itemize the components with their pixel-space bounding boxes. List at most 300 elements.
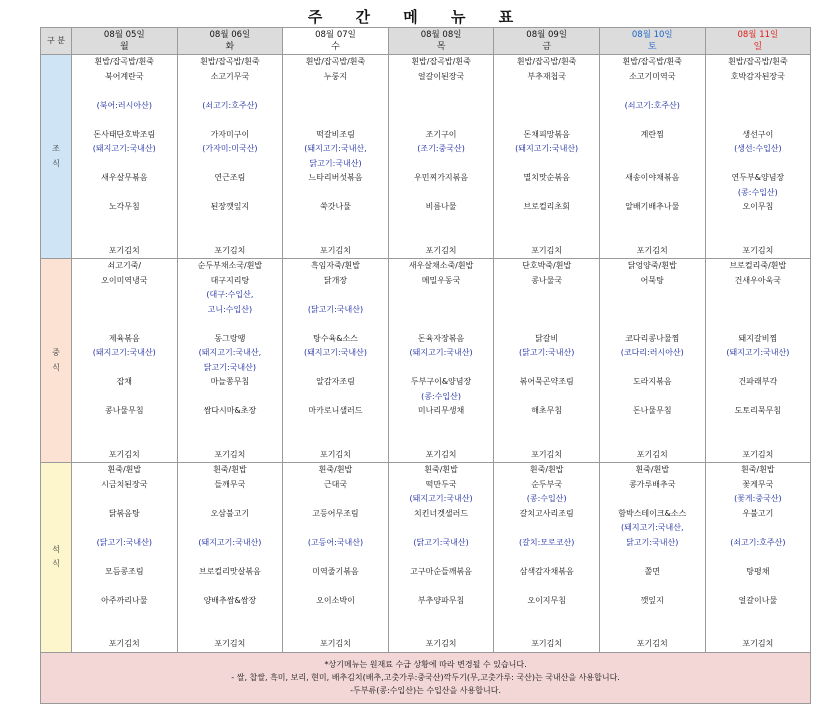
menu-cell <box>388 259 494 463</box>
menu-item: 돼지갈비찜 <box>738 333 778 343</box>
menu-item: (돼지고기:국내산, <box>304 144 367 153</box>
menu-item <box>178 579 283 594</box>
menu-item <box>600 390 705 405</box>
menu-item <box>706 215 811 230</box>
menu-item <box>706 317 811 332</box>
menu-item <box>706 579 811 594</box>
menu-item: 노각무침 <box>108 202 140 211</box>
menu-cell <box>599 55 705 259</box>
menu-item <box>600 186 705 201</box>
header-row <box>41 28 811 55</box>
menu-item: 된장깻잎지 <box>210 202 250 211</box>
menu-item: 포기김치 <box>425 639 457 648</box>
menu-item: (돼지고기:국내산) <box>515 144 579 153</box>
menu-item: 꽃게무국 <box>742 479 774 489</box>
menu-item <box>706 433 811 448</box>
menu-item: 흑임자죽/흰밥 <box>310 261 361 270</box>
menu-item: 단호박죽/흰밥 <box>522 261 572 270</box>
menu-item <box>72 317 177 332</box>
menu-item <box>494 99 599 114</box>
menu-item: 닭개장 <box>323 275 348 285</box>
menu-item: 어묵탕 <box>640 275 664 285</box>
menu-item <box>494 84 599 99</box>
menu-item <box>283 317 388 332</box>
menu-item <box>178 186 283 201</box>
menu-item <box>72 608 177 623</box>
menu-item: 근대국 <box>323 479 348 489</box>
menu-item <box>494 608 599 623</box>
menu-item: 흰죽/흰밥 <box>424 465 458 474</box>
menu-cell <box>494 259 600 463</box>
meal-row <box>41 463 811 653</box>
menu-item: 닭고기:국내산) <box>203 362 256 372</box>
menu-item <box>389 113 494 128</box>
gubun-header: 구 분 <box>41 28 72 55</box>
menu-item: (쇠고기:호주산) <box>730 537 786 547</box>
menu-item: 동그랑땡 <box>214 333 246 343</box>
menu-item <box>389 229 494 244</box>
menu-item: 포기김치 <box>320 449 351 459</box>
menu-item <box>178 84 283 99</box>
menu-item: 오삼불고기 <box>210 508 250 518</box>
meal-label <box>41 259 72 463</box>
menu-item <box>600 288 705 303</box>
menu-item: (콩:수입산) <box>526 494 567 503</box>
menu-item <box>72 186 177 201</box>
menu-item: (닭고기:국내산) <box>519 348 575 357</box>
menu-item <box>72 303 177 318</box>
day-header <box>494 28 600 55</box>
menu-item <box>389 157 494 172</box>
menu-item: 삼색감자채볶음 <box>519 566 574 576</box>
menu-item: 시금치된장국 <box>101 479 148 489</box>
menu-item: 얼갈이나물 <box>738 595 778 605</box>
menu-item <box>706 390 811 405</box>
menu-item <box>72 579 177 594</box>
menu-item: 우불고기 <box>742 508 774 518</box>
menu-item: 포기김치 <box>636 639 668 648</box>
menu-item: 브로컬리죽/흰밥 <box>729 261 787 270</box>
day-date: 08월 11일 <box>737 30 779 40</box>
menu-item <box>600 623 705 638</box>
menu-item: 포기김치 <box>108 639 140 648</box>
menu-item: 생선구이 <box>742 129 774 139</box>
menu-item <box>389 303 494 318</box>
menu-item: 고구마순들깨볶음 <box>410 566 472 576</box>
menu-item: (쇠고기:호주산) <box>624 100 680 110</box>
menu-item: 닭고기:국내산) <box>309 158 362 168</box>
menu-item <box>72 288 177 303</box>
menu-item: 아주까리나물 <box>101 595 148 605</box>
menu-item: 쑥갓나물 <box>320 202 351 211</box>
menu-item: 고니:수입산) <box>207 304 253 314</box>
menu-item <box>706 99 811 114</box>
menu-item: 콩나물국 <box>531 275 563 285</box>
menu-item: 느타리버섯볶음 <box>308 173 363 182</box>
menu-item: 포기김치 <box>214 245 246 255</box>
menu-item: (갈치:모로코산) <box>519 537 575 547</box>
menu-item <box>706 419 811 434</box>
menu-item: (닭고기:국내산) <box>413 537 469 547</box>
day-of-week: 월 <box>119 42 129 52</box>
footer-note: *상기메뉴는 원재료 수급 상황에 따라 변경될 수 있습니다. <box>324 660 527 669</box>
day-header <box>72 28 178 55</box>
menu-item: (콩:수입산) <box>421 391 461 401</box>
menu-item: 소고기무국 <box>210 71 250 81</box>
menu-item: 마늘쫑무침 <box>210 377 250 386</box>
menu-cell <box>494 463 600 653</box>
menu-cell <box>72 55 178 259</box>
page-title: 주 간 메 뉴 표 <box>307 8 528 26</box>
menu-item: 부추재첩국 <box>527 71 566 81</box>
menu-item: 브로컬리맛살볶음 <box>198 566 261 576</box>
menu-item <box>178 229 283 244</box>
menu-item: (돼지고기:국내산) <box>198 537 262 547</box>
menu-cell <box>283 55 389 259</box>
menu-item: 순두부채소국/흰밥 <box>197 261 263 270</box>
meal-row <box>41 259 811 463</box>
menu-item <box>706 113 811 128</box>
day-header <box>599 28 705 55</box>
menu-item: 쌈다시마&초장 <box>203 406 257 415</box>
menu-item: 돈나물무침 <box>632 406 672 415</box>
menu-item <box>178 623 283 638</box>
menu-item: 순두부국 <box>531 479 563 489</box>
menu-cell <box>177 55 283 259</box>
menu-item: 오이지무침 <box>527 595 566 605</box>
menu-item: (닭고기:국내산) <box>96 537 152 547</box>
menu-item <box>178 419 283 434</box>
day-of-week: 일 <box>753 42 763 52</box>
menu-item <box>72 521 177 536</box>
menu-item: 제육볶음 <box>108 333 140 343</box>
menu-item <box>72 623 177 638</box>
menu-item <box>283 433 388 448</box>
menu-item <box>72 419 177 434</box>
menu-item <box>494 317 599 332</box>
menu-item <box>600 215 705 230</box>
menu-item: 포기김치 <box>531 639 563 648</box>
menu-item: 부추양파무침 <box>417 595 465 605</box>
menu-cell <box>705 55 811 259</box>
menu-item: (돼지고기:국내산) <box>726 348 790 357</box>
menu-item: (생선:수입산) <box>734 144 782 153</box>
meal-name: 중 식 <box>52 348 60 372</box>
menu-item: (돼지고기:국내산, <box>621 523 684 532</box>
menu-item: (고등어:국내산) <box>307 537 364 547</box>
meal-name: 조 식 <box>52 144 60 168</box>
menu-item <box>600 142 705 157</box>
menu-item <box>389 433 494 448</box>
menu-item <box>72 390 177 405</box>
day-header <box>705 28 811 55</box>
menu-item: 치킨너겟샐러드 <box>414 508 469 518</box>
weekly-menu-table <box>40 27 811 704</box>
menu-item: 메밀우동국 <box>421 275 461 285</box>
menu-item <box>494 229 599 244</box>
menu-item: 미역줄기볶음 <box>312 566 359 576</box>
menu-item: 연두부&양념장 <box>731 173 785 182</box>
menu-item <box>389 84 494 99</box>
menu-item: 북어계란국 <box>104 71 144 81</box>
menu-item: (돼지고기:국내산) <box>92 348 156 357</box>
menu-item <box>494 113 599 128</box>
menu-item <box>389 317 494 332</box>
menu-item <box>283 550 388 565</box>
menu-item: (돼지고기:국내산, <box>198 348 262 357</box>
menu-item: 흰죽/흰밥 <box>529 465 564 474</box>
menu-item <box>178 113 283 128</box>
menu-item: 마카로니샐러드 <box>308 406 363 415</box>
menu-item: 소고기미역국 <box>629 71 676 81</box>
menu-item: (돼지고기:국내산) <box>92 144 156 153</box>
menu-item: 흰죽/흰밥 <box>213 465 247 474</box>
menu-item <box>283 608 388 623</box>
menu-item: (돼지고기:국내산) <box>409 494 473 503</box>
menu-item <box>494 186 599 201</box>
meal-name: 석 식 <box>52 544 60 569</box>
footer-note: - 쌀, 찹쌀, 흑미, 보리, 현미, 배추김치(배추,고춧가루:중국산)깍두기(무,고춧가루: 국산)는 국내산을 사용합니다. <box>231 673 620 682</box>
menu-item <box>494 521 599 536</box>
menu-item <box>706 623 811 638</box>
menu-item: 흰밥/잡곡밥/흰죽 <box>411 57 471 66</box>
menu-item <box>600 579 705 594</box>
menu-item: 들깨무국 <box>214 479 246 489</box>
menu-item <box>706 361 811 376</box>
menu-item <box>706 521 811 536</box>
menu-item <box>283 390 388 405</box>
menu-item: 코다리콩나물찜 <box>625 333 680 343</box>
menu-item <box>706 157 811 172</box>
menu-item: (조기:중국산) <box>417 144 465 153</box>
menu-item: 포기김치 <box>320 245 351 255</box>
menu-item <box>283 579 388 594</box>
menu-item: 떡만두국 <box>425 479 457 489</box>
menu-item <box>706 288 811 303</box>
menu-item: 포기김치 <box>636 245 668 255</box>
menu-item: 포기김치 <box>742 245 774 255</box>
day-of-week: 화 <box>225 42 235 52</box>
menu-item <box>494 623 599 638</box>
menu-item <box>600 157 705 172</box>
menu-item: 탕수육&소스 <box>313 333 358 343</box>
footer-row <box>41 652 811 703</box>
menu-item: 콩나물무침 <box>104 406 144 415</box>
menu-item <box>72 84 177 99</box>
menu-cell <box>388 55 494 259</box>
menu-item <box>283 113 388 128</box>
menu-item <box>72 492 177 507</box>
menu-item: 해초무침 <box>531 406 563 415</box>
menu-item <box>600 361 705 376</box>
menu-item: 오이무침 <box>742 202 774 211</box>
day-date: 08월 05일 <box>103 30 145 40</box>
menu-item <box>283 419 388 434</box>
menu-item: 얼갈이된장국 <box>417 71 465 81</box>
menu-item <box>706 84 811 99</box>
menu-item: 흰죽/흰밥 <box>318 465 353 474</box>
menu-item: 흰밥/잡곡밥/흰죽 <box>622 57 683 66</box>
menu-item <box>600 84 705 99</box>
menu-item: 계란찜 <box>640 129 664 139</box>
menu-item <box>494 215 599 230</box>
menu-item: 쇠고기죽/ <box>107 261 142 270</box>
menu-item <box>706 229 811 244</box>
day-of-week: 수 <box>331 42 340 52</box>
footer-note: -두부류(콩:수입산)는 수입산을 사용합니다. <box>350 686 501 695</box>
menu-cell <box>177 463 283 653</box>
menu-cell <box>283 259 389 463</box>
meal-label <box>41 55 72 259</box>
menu-item <box>283 229 388 244</box>
menu-item: (돼지고기:국내산) <box>409 348 473 357</box>
menu-item: (코다리:러시아산) <box>620 348 684 357</box>
menu-item: 고등어무조림 <box>312 508 359 518</box>
menu-item: 갈치고사리조림 <box>519 508 574 518</box>
menu-item: 새송이야채볶음 <box>625 173 680 182</box>
menu-item <box>389 99 494 114</box>
menu-item <box>389 550 494 565</box>
day-date: 08월 08일 <box>420 30 462 40</box>
menu-item <box>283 84 388 99</box>
menu-item: 흰밥/잡곡밥/흰죽 <box>94 57 155 66</box>
day-of-week: 금 <box>542 42 552 52</box>
menu-item <box>494 433 599 448</box>
menu-item: (대구:수입산, <box>206 290 254 299</box>
menu-item: 건새우아욱국 <box>734 275 782 285</box>
menu-item: 닭볶음탕 <box>108 508 140 518</box>
menu-cell <box>72 259 178 463</box>
menu-item: (닭고기:국내산) <box>307 304 364 314</box>
menu-item: 도토리묵무침 <box>734 406 782 415</box>
menu-item: 흰밥/잡곡밥/흰죽 <box>728 57 788 66</box>
menu-item <box>283 623 388 638</box>
menu-cell <box>599 259 705 463</box>
menu-item <box>600 317 705 332</box>
menu-item: 양배추쌈&쌈장 <box>203 595 257 605</box>
menu-item <box>600 492 705 507</box>
menu-item <box>706 550 811 565</box>
menu-item: 흰죽/흰밥 <box>635 465 670 474</box>
menu-item: (꽃게:중국산) <box>734 494 782 503</box>
day-date: 08월 09일 <box>526 30 568 40</box>
menu-item <box>494 303 599 318</box>
menu-item <box>600 113 705 128</box>
menu-item: 포기김치 <box>108 449 140 459</box>
menu-item: 브로컬리초회 <box>523 202 570 211</box>
menu-item <box>389 186 494 201</box>
menu-item: 모듬콩조림 <box>104 566 144 576</box>
footer-notes <box>41 652 811 703</box>
menu-item: 돈사태단호박조림 <box>93 129 156 139</box>
menu-item <box>283 215 388 230</box>
menu-item: (쇠고기:호주산) <box>202 100 258 110</box>
menu-item <box>494 419 599 434</box>
menu-item <box>178 390 283 405</box>
menu-item: 포기김치 <box>425 449 457 459</box>
menu-item <box>706 303 811 318</box>
menu-item: 오이소박이 <box>316 595 355 605</box>
menu-item <box>72 229 177 244</box>
menu-item <box>600 303 705 318</box>
menu-item: 포기김치 <box>425 245 457 255</box>
menu-item <box>600 550 705 565</box>
menu-item <box>283 521 388 536</box>
menu-item <box>389 623 494 638</box>
menu-item: 알감자조림 <box>316 377 355 386</box>
menu-item <box>494 288 599 303</box>
menu-item: 포기김치 <box>531 245 563 255</box>
menu-item: 함박스테이크&소스 <box>618 508 687 518</box>
menu-item: 흰밥/잡곡밥/흰죽 <box>305 57 366 66</box>
menu-item <box>178 317 283 332</box>
menu-item <box>494 361 599 376</box>
menu-item: (돼지고기:국내산) <box>303 348 367 357</box>
day-of-week: 토 <box>647 42 657 52</box>
menu-item <box>178 492 283 507</box>
menu-cell <box>705 259 811 463</box>
menu-item: 미나리무생채 <box>417 406 465 415</box>
menu-item: 흰밥/잡곡밥/흰죽 <box>200 57 260 66</box>
menu-item: 새우살무볶음 <box>101 173 148 182</box>
menu-item: 오이미역냉국 <box>101 275 148 285</box>
menu-item <box>72 361 177 376</box>
day-header <box>283 28 389 55</box>
menu-item <box>389 361 494 376</box>
menu-item <box>72 433 177 448</box>
menu-item: 포기김치 <box>108 245 140 255</box>
day-date: 08월 06일 <box>209 30 251 40</box>
menu-cell <box>177 259 283 463</box>
menu-item: (가자미:미국산) <box>202 144 258 153</box>
day-date: 08월 10일 <box>631 30 673 40</box>
menu-item <box>706 608 811 623</box>
menu-item: 잡채 <box>116 377 133 386</box>
menu-item <box>600 608 705 623</box>
menu-item <box>389 579 494 594</box>
menu-item: 포기김치 <box>214 449 246 459</box>
menu-item <box>178 215 283 230</box>
menu-item <box>494 550 599 565</box>
menu-item: 두부구이&양념장 <box>410 377 472 386</box>
day-of-week: 목 <box>436 42 446 52</box>
day-header <box>177 28 283 55</box>
menu-item <box>389 419 494 434</box>
menu-item: 건파래부각 <box>738 377 778 386</box>
menu-item <box>600 433 705 448</box>
menu-item <box>178 608 283 623</box>
menu-item <box>178 550 283 565</box>
menu-item: 연근조림 <box>214 173 246 182</box>
menu-item: (콩:수입산) <box>737 187 778 197</box>
menu-item: 포기김치 <box>636 449 668 459</box>
menu-item: 닭갈비 <box>535 333 559 343</box>
menu-item <box>283 361 388 376</box>
menu-item: 포기김치 <box>742 449 774 459</box>
meal-row <box>41 55 811 259</box>
day-header <box>388 28 494 55</box>
menu-item <box>389 288 494 303</box>
menu-cell <box>388 463 494 653</box>
menu-item: 도라지볶음 <box>632 377 672 386</box>
menu-item: 가자미구이 <box>210 129 250 139</box>
menu-item: 포기김치 <box>320 639 351 648</box>
menu-item <box>494 390 599 405</box>
menu-item <box>389 521 494 536</box>
menu-item: 대구지리탕 <box>210 275 250 285</box>
menu-item <box>72 550 177 565</box>
menu-item <box>494 157 599 172</box>
